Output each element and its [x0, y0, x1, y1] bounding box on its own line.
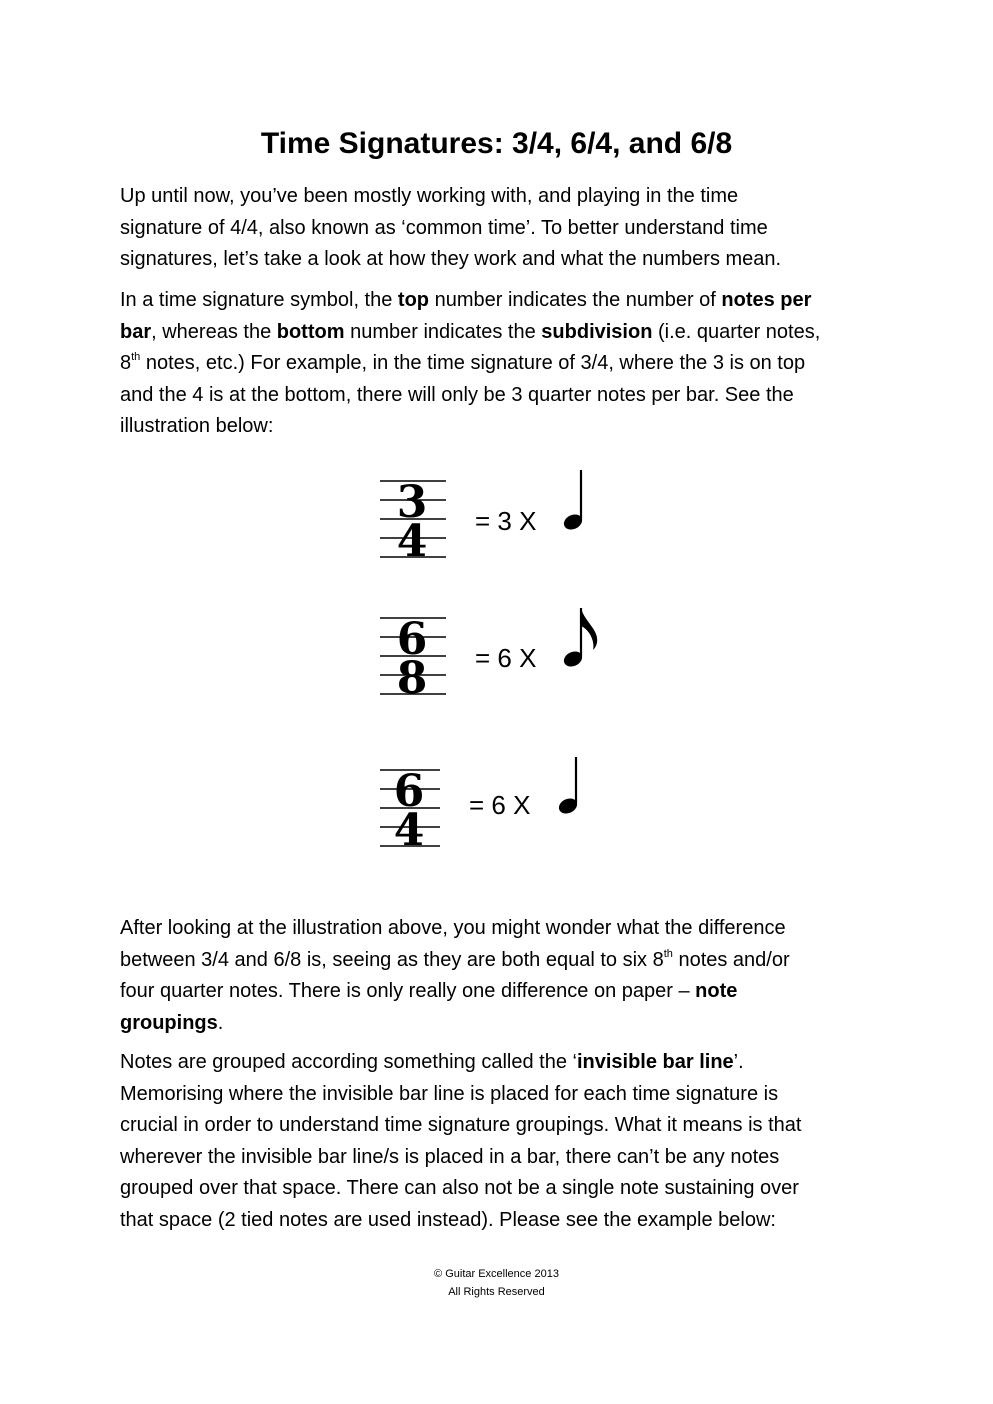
text-line: After looking at the illustration above, you might wonder what the difference: [120, 917, 786, 939]
time-signature-top-number: 6: [396, 614, 428, 665]
text-line: between 3/4 and 6/8 is, seeing as they are both equal to six 8th notes and/or: [120, 947, 790, 971]
text-line: Memorising where the invisible bar line is placed for each time signature is: [120, 1082, 779, 1105]
time-signature-top-number: 6: [393, 766, 425, 817]
quarter-note-icon: [561, 470, 584, 532]
equation-text: = 6 X: [469, 790, 531, 820]
equation-text: = 3 X: [475, 506, 537, 536]
text-line: 8th notes, etc.) For example, in the time signature of 3/4, where the 3 is on top: [120, 351, 806, 374]
copyright-line: © Guitar Excellence 2013: [434, 1268, 559, 1280]
time-signature-bottom-number: 4: [393, 805, 425, 856]
text-line: signatures, let’s take a look at how they work and what the numbers mean.: [120, 248, 782, 270]
text-line: and the 4 is at the bottom, there will only be 3 quarter notes per bar. See the: [120, 383, 794, 406]
time-signature-row-6-4: [380, 757, 580, 856]
text-line: that space (2 tied notes are used instead). Please see the example below:: [120, 1208, 776, 1231]
rights-line: All Rights Reserved: [448, 1286, 545, 1298]
text-line: four quarter notes. There is only really one difference on paper – note: [120, 980, 738, 1002]
quarter-note-icon: [556, 757, 579, 816]
eighth-note-icon: [561, 608, 597, 669]
text-line: In a time signature symbol, the top number indicates the number of notes per: [120, 289, 812, 311]
text-line: bar, whereas the bottom number indicates the subdivision (i.e. quarter notes,: [120, 320, 821, 343]
page-title: Time Signatures: 3/4, 6/4, and 6/8: [260, 127, 733, 160]
time-signature-row-6-8: [380, 608, 597, 704]
difference-paragraph: [120, 913, 880, 1039]
text-line: signature of 4/4, also known as ‘common time’. To better understand time: [120, 216, 768, 239]
text-line: wherever the invisible bar line/s is placed in a bar, there can’t be any notes: [120, 1145, 780, 1168]
text-line: illustration below:: [120, 415, 274, 437]
text-line: Notes are grouped according something called the ‘invisible bar line’.: [120, 1051, 744, 1073]
text-line: Up until now, you’ve been mostly working with, and playing in the time: [120, 185, 739, 207]
equation-text: = 6 X: [475, 643, 537, 673]
time-signature-row-3-4: [380, 470, 585, 567]
text-line: grouped over that space. There can also not be a single note sustaining over: [120, 1177, 799, 1199]
time-signature-top-number: 3: [396, 477, 428, 528]
invisible-bar-line-paragraph: [120, 1047, 880, 1236]
time-signature-bottom-number: 8: [396, 653, 428, 704]
copyright-footer: [0, 1265, 993, 1301]
time-signature-bottom-number: 4: [396, 516, 428, 567]
text-line: crucial in order to understand time signature groupings. What it means is that: [120, 1114, 802, 1136]
text-line: groupings.: [120, 1011, 224, 1034]
